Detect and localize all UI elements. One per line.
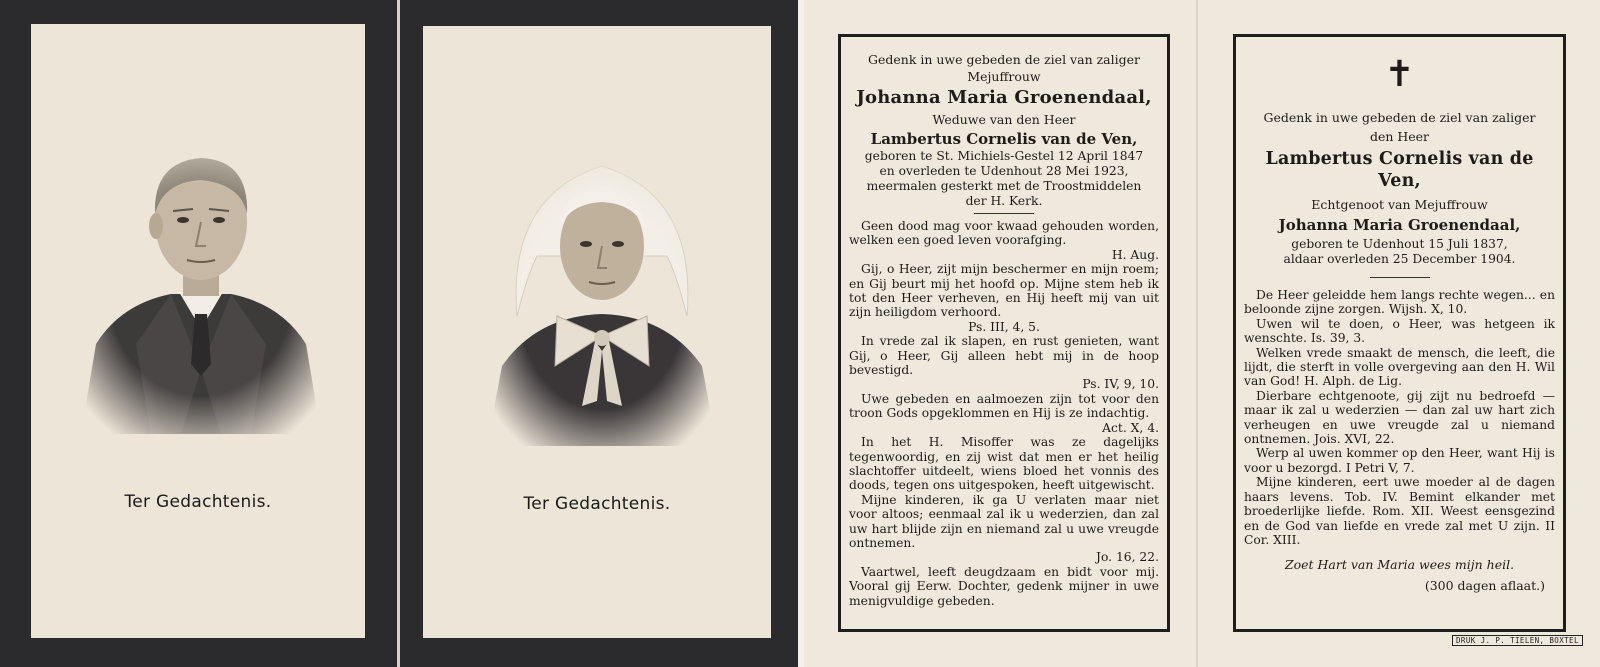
- verse-ref: Jo. 16, 22.: [1096, 550, 1159, 565]
- portrait-man-image: [61, 114, 341, 434]
- johanna-spouse: Lambertus Cornelis van de Ven,: [870, 130, 1138, 148]
- lambertus-intro: Gedenk in uwe gebeden de ziel van zaliger: [1263, 110, 1536, 125]
- verse-ref: Rom. XII.: [1372, 504, 1434, 519]
- johanna-date-line: geboren te St. Michiels-Gestel 12 April 1847: [864, 149, 1144, 163]
- johanna-date-line: der H. Kerk.: [965, 194, 1043, 208]
- lambertus-verses: [1244, 288, 1555, 547]
- verse-text: In vrede zal ik slapen, en rust genieten, want Gij, o Heer, Gij alleen hebt mij in de hoop bevestigd.: [849, 334, 1159, 378]
- verse-text: De Heer geleidde hem langs rechte wegen... en beloonde zijne zorgen.: [1244, 288, 1555, 317]
- verse-ref: Tob. IV.: [1344, 489, 1398, 504]
- verse-ref: I Petri V, 7.: [1345, 460, 1415, 475]
- johanna-separator: [974, 213, 1034, 214]
- verse-ref: Jois. XVI, 22.: [1314, 432, 1395, 447]
- verse-ref: Wijsh. X, 10.: [1388, 302, 1468, 317]
- johanna-date-line: en overleden te Udenhout 28 Mei 1923,: [879, 164, 1129, 178]
- photo-card-man: [31, 24, 365, 638]
- verse-text: Weest eensgezind en de God van liefde en vrede zal met U zijn.: [1244, 504, 1555, 533]
- lambertus-text-frame: [1233, 34, 1566, 632]
- lambertus-title: den Heer: [1369, 129, 1430, 144]
- verse-ref: Ps. III, 4, 5.: [968, 319, 1040, 334]
- verse-text: In het H. Misoffer was ze dagelijks tegenwoordig, en zij wist dat men er het heilig slachtoffer uitdeelt, wiens bloed het vonnis des doods, tegen ons uitgespoken, heeft uitgewischt.: [849, 435, 1159, 493]
- paper-fold-line: [1196, 0, 1198, 667]
- johanna-text-frame: [838, 34, 1170, 632]
- verse-ref: H. Alph. de Lig.: [1304, 374, 1402, 389]
- verse-text: Vaartwel, leeft deugdzaam en bidt voor mij. Vooral gij Eerw. Dochter, gedenk mijner in uwe menigvuldige gebeden.: [849, 564, 1159, 608]
- johanna-verses: [849, 219, 1159, 608]
- verse-ref: Act. X, 4.: [1102, 420, 1159, 435]
- lambertus-name: Lambertus Cornelis van de Ven,: [1265, 149, 1534, 191]
- verse-ref: Is. 39, 3.: [1310, 331, 1366, 346]
- caption-ter-gedachtenis-woman: Ter Gedachtenis.: [523, 494, 671, 514]
- johanna-name: Johanna Maria Groenendaal,: [856, 87, 1152, 108]
- verse-text: Gij, o Heer, zijt mijn beschermer en mijn roem; en Gij beurt mij het hoofd op. Mijne stem heb ik tot den Heer verheven, en Hij heeft mij van uit zijn heiligdom verhoord.: [849, 262, 1159, 320]
- verse-ref: II Cor. XIII.: [1244, 518, 1555, 547]
- verse-text: Bemint elkander met broederlijke liefde.: [1244, 489, 1555, 519]
- verse-text: Uwe gebeden en aalmoezen zijn tot voor den troon Gods opgeklommen en Hij is ze indachtig.: [849, 391, 1159, 421]
- johanna-date-line: meermalen gesterkt met de Troostmiddelen: [866, 179, 1142, 193]
- johanna-title: Mejuffrouw: [967, 69, 1041, 84]
- verse-text: Mijne kinderen, eert uwe moeder al de dagen haars levens.: [1244, 475, 1555, 504]
- lambertus-relation: Echtgenoot van Mejuffrouw: [1311, 197, 1488, 212]
- verse-ref: Ps. IV, 9, 10.: [1082, 377, 1159, 392]
- lambertus-date-line: geboren te Udenhout 15 Juli 1837,: [1291, 237, 1508, 251]
- caption-ter-gedachtenis-man: Ter Gedachtenis.: [124, 492, 272, 512]
- verse-text: Dierbare echtgenoote, gij zijt nu bedroefd — maar ik zal u wederzien — dan zal uw hart zich verheugen en uwe vreugde zal u niemand ontnemen.: [1244, 388, 1555, 447]
- cross-icon: ✝: [1384, 54, 1415, 95]
- card-fold-line: [397, 0, 400, 667]
- lambertus-separator: [1370, 277, 1430, 278]
- johanna-relation: Weduwe van den Heer: [932, 112, 1076, 127]
- lambertus-spouse: Johanna Maria Groenendaal,: [1278, 216, 1521, 234]
- lambertus-indulgence: (300 dagen aflaat.): [1424, 578, 1545, 594]
- lambertus-date-line: aldaar overleden 25 December 1904.: [1283, 252, 1516, 266]
- printer-mark: DRUK J. P. TIELEN, BOXTEL: [1452, 635, 1583, 646]
- lambertus-closing: Zoet Hart van Maria wees mijn heil.: [1284, 557, 1515, 573]
- verse-ref: H. Aug.: [1111, 247, 1159, 262]
- verse-text: Werp al uwen kommer op den Heer, want Hij is voor u bezorgd.: [1244, 446, 1555, 475]
- portrait-woman-image: [477, 136, 727, 446]
- johanna-intro: Gedenk in uwe gebeden de ziel van zaliger: [867, 52, 1140, 67]
- photo-card-woman: [423, 26, 771, 638]
- verse-text: Geen dood mag voor kwaad gehouden worden, welken een goed leven voorafging.: [849, 219, 1159, 248]
- verse-text: Mijne kinderen, ik ga U verlaten maar niet voor altoos; eenmaal zal ik u wederzien, dan zal uw hart blijde zijn en niemand zal u uwe vreugde ontnemen.: [849, 492, 1159, 550]
- verse-text: Welken vrede smaakt de mensch, die leeft, die lijdt, die sterft in volle overgeving aan den H. Wil van God!: [1244, 345, 1555, 389]
- verse-text: Uwen wil te doen, o Heer, was hetgeen ik wenschte.: [1244, 316, 1555, 346]
